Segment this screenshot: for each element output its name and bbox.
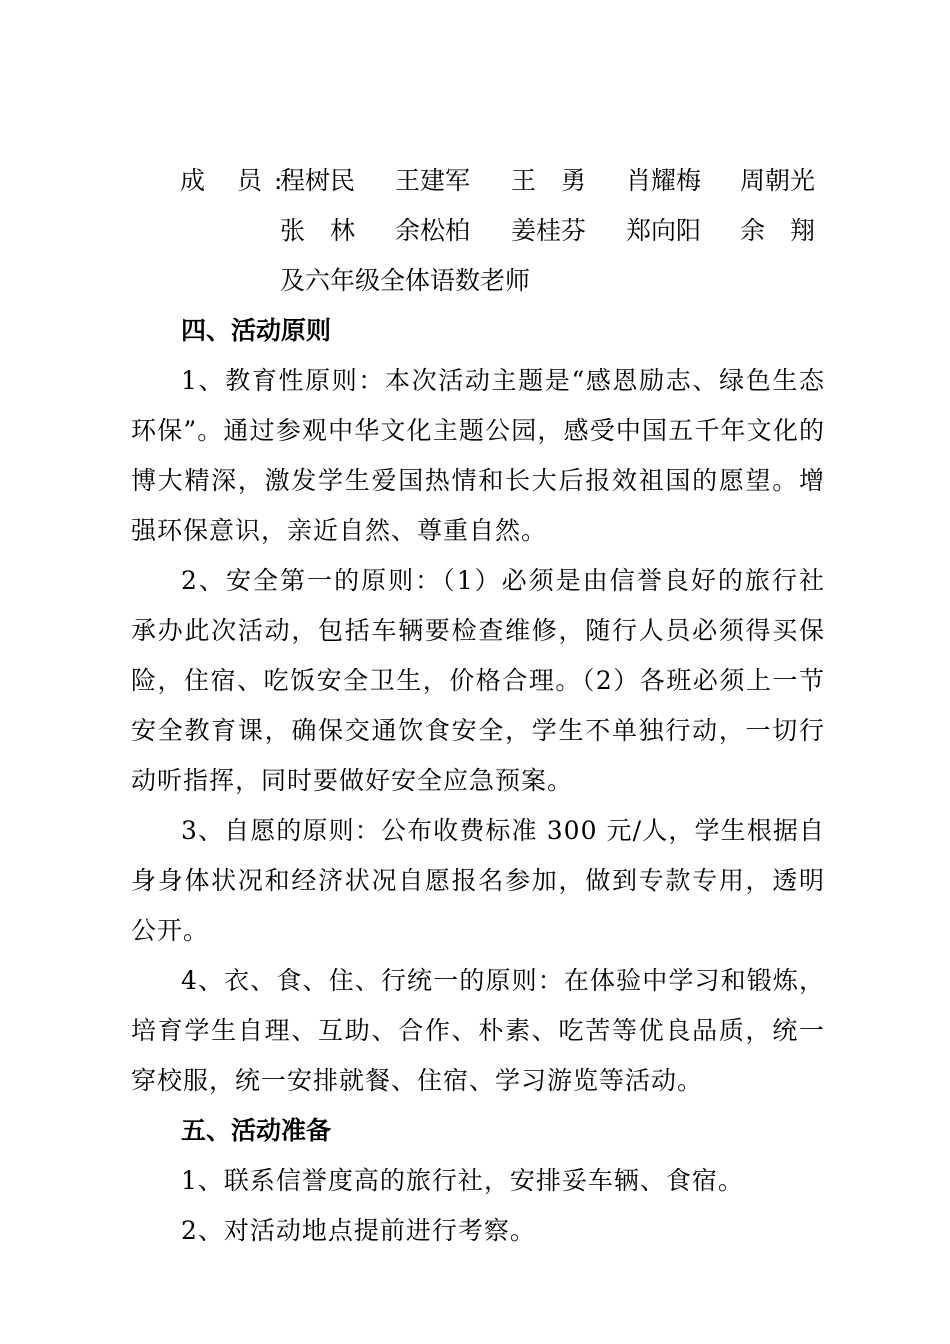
members-row-3 bbox=[180, 256, 840, 306]
member-name: 郑向阳 bbox=[626, 216, 702, 245]
members-block bbox=[180, 156, 840, 306]
members-label: 成 员: bbox=[180, 166, 295, 195]
members-row-1 bbox=[180, 156, 840, 206]
member-name: 余松柏 bbox=[395, 216, 471, 245]
members-note: 及六年级全体语数老师 bbox=[280, 266, 531, 295]
section-heading-preparation: 五、活动准备 bbox=[181, 1116, 332, 1145]
member-name: 余 翔 bbox=[740, 216, 816, 245]
paragraph: 4、衣、食、住、行统一的原则：在体验中学习和锻炼，培育学生自理、互助、合作、朴素、吃苦等优良品质，统一穿校服，统一安排就餐、住宿、学习游览等活动。 bbox=[131, 966, 825, 1095]
member-name: 周朝光 bbox=[740, 166, 816, 195]
paragraph: 3、自愿的原则：公布收费标准 300 元/人，学生根据自身身体状况和经济状况自愿报名参加，做到专款专用，透明公开。 bbox=[131, 816, 825, 945]
member-name: 王建军 bbox=[395, 166, 471, 195]
member-name: 张 林 bbox=[280, 216, 356, 245]
paragraph: 1、联系信誉度高的旅行社，安排妥车辆、食宿。 bbox=[181, 1166, 744, 1195]
paragraph: 2、安全第一的原则：（1）必须是由信誉良好的旅行社承办此次活动，包括车辆要检查维修，随行人员必须得买保险，住宿、吃饭安全卫生，价格合理。（2）各班必须上一节安全教育课，确保交通饮食安全，学生不单独行动，一切行动听指挥，同时要做好安全应急预案。 bbox=[131, 566, 825, 795]
member-name: 姜桂芬 bbox=[511, 216, 587, 245]
body-text bbox=[131, 306, 825, 1256]
paragraph: 1、教育性原则：本次活动主题是“感恩励志、绿色生态环保”。通过参观中华文化主题公园，感受中国五千年文化的博大精深，激发学生爱国热情和长大后报效祖国的愿望。增强环保意识，亲近自然、尊重自然。 bbox=[131, 366, 825, 545]
members-row-2 bbox=[180, 206, 840, 256]
paragraph: 2、对活动地点提前进行考察。 bbox=[181, 1216, 536, 1245]
section-heading-principles: 四、活动原则 bbox=[181, 316, 332, 345]
member-name: 程树民 bbox=[280, 166, 356, 195]
member-name: 肖耀梅 bbox=[626, 166, 702, 195]
member-name: 王 勇 bbox=[511, 166, 587, 195]
